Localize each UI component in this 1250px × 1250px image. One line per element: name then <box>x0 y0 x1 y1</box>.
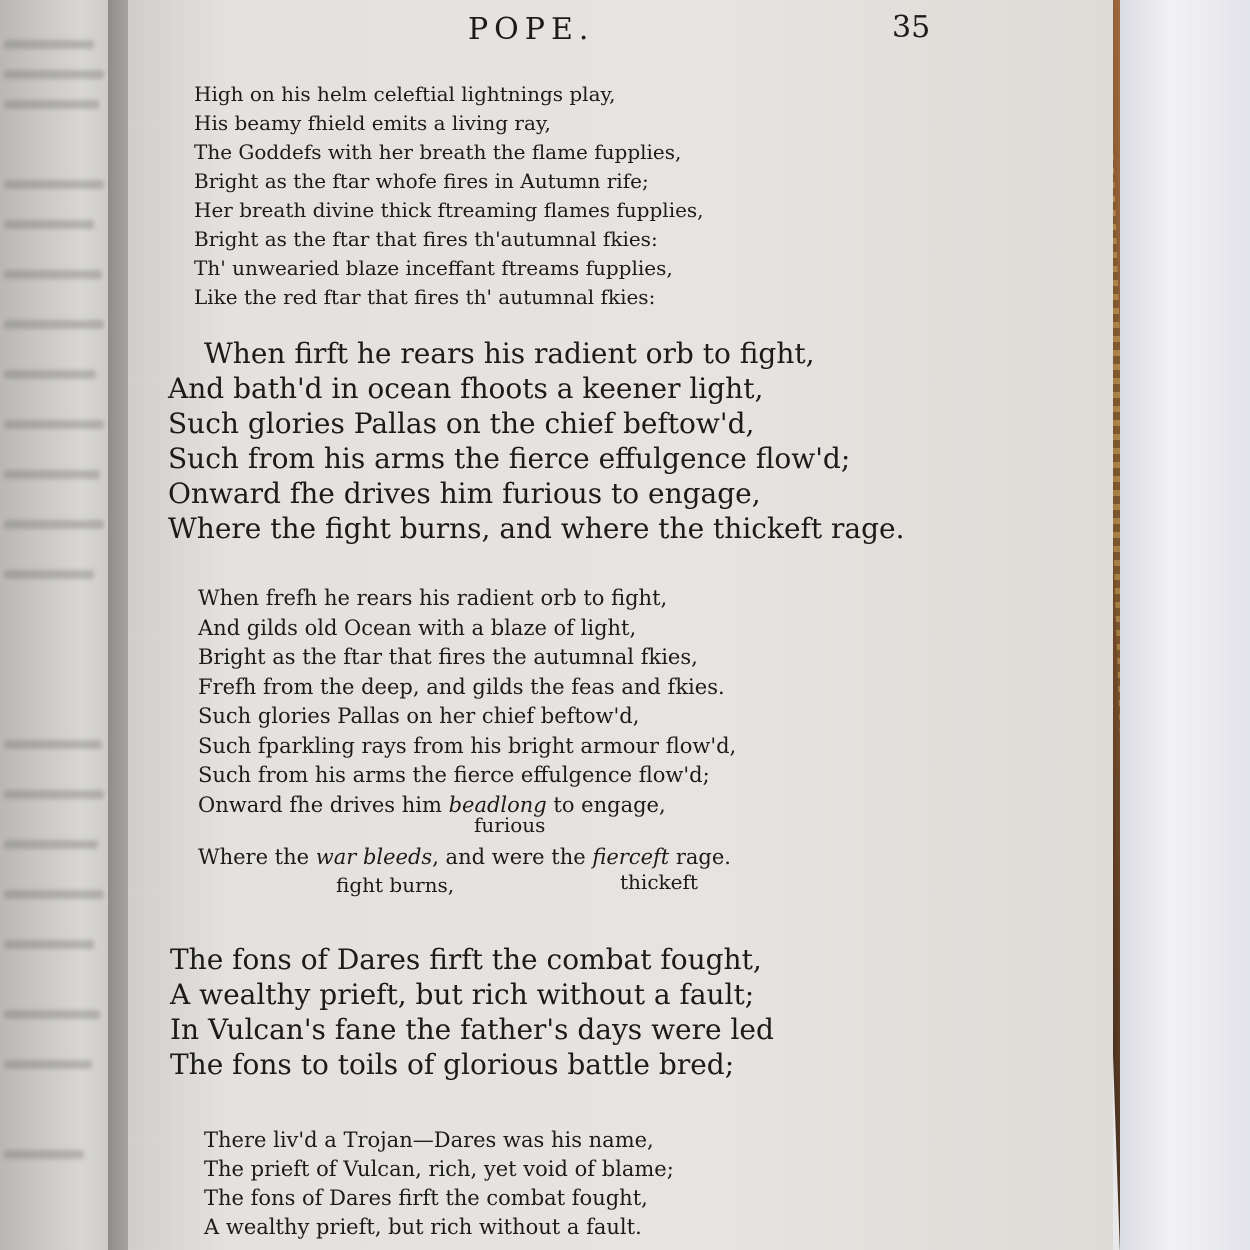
verse-line: Bright as the ftar whofe fires in Autumn rife; <box>194 169 649 193</box>
interlinear-variant: furious <box>474 813 546 837</box>
verse-line: His beamy fhield emits a living ray, <box>194 111 551 135</box>
verse-line: Such fparkling rays from his bright armour flow'd, <box>198 733 737 758</box>
verse-line: And gilds old Ocean with a blaze of light, <box>198 615 637 640</box>
verse-line: And bath'd in ocean fhoots a keener light, <box>168 372 764 405</box>
running-header: POPE. <box>468 12 595 47</box>
verse-line: When firft he rears his radient orb to fight, <box>204 337 815 370</box>
text-segment: Onward fhe drives him <box>198 792 449 817</box>
verse-line: Such from his arms the fierce effulgence flow'd; <box>198 763 710 787</box>
verse-line: Where the fight burns, and where the thickeft rage. <box>168 512 905 545</box>
verse-line: In Vulcan's fane the father's days were led <box>170 1013 774 1046</box>
verse-line: Such glories Pallas on the chief beftow'd, <box>168 407 755 440</box>
italic-word: fierceft <box>592 845 670 869</box>
page-number: 35 <box>892 10 931 45</box>
verse-line: When frefh he rears his radient orb to fight, <box>198 586 668 610</box>
book-page <box>128 0 1113 1250</box>
verse-block-4 <box>170 942 774 1082</box>
verse-line: Onward fhe drives him furious to engage, <box>168 477 761 510</box>
verse-block-5 <box>204 1126 674 1242</box>
verse-line-where <box>198 843 731 873</box>
verse-line: Such from his arms the fierce effulgence flow'd; <box>168 442 851 475</box>
verse-block-3 <box>198 584 736 820</box>
text-segment: , and were the <box>432 845 593 869</box>
interlinear-variant: fight burns, <box>336 873 455 897</box>
verse-line: There liv'd a Trojan—Dares was his name, <box>204 1128 654 1152</box>
italic-word: beadlong <box>448 792 547 817</box>
verse-line: The fons of Dares firft the combat fought, <box>204 1186 648 1210</box>
verse-block-2 <box>168 336 905 546</box>
verse-line: Frefh from the deep, and gilds the feas and fkies. <box>198 674 725 699</box>
verse-line-onward <box>198 791 736 821</box>
verse-line: Such glories Pallas on her chief beftow'd, <box>198 704 640 728</box>
verse-line: Bright as the ftar that fires th'autumnal fkies: <box>194 227 658 251</box>
verse-block-3-end <box>198 843 731 873</box>
text-segment: rage. <box>669 845 731 869</box>
interlinear-variant: thickeft <box>620 870 698 894</box>
verse-line: The prieft of Vulcan, rich, yet void of blame; <box>204 1157 674 1181</box>
verse-line: The Goddefs with her breath the flame fupplies, <box>194 140 682 164</box>
verse-line: Her breath divine thick ftreaming flames fupplies, <box>194 198 704 222</box>
verse-line: A wealthy prieft, but rich without a fault; <box>170 978 755 1011</box>
background-cloth <box>1120 0 1250 1250</box>
text-segment: Where the <box>198 845 316 869</box>
verse-block-1 <box>194 80 704 312</box>
verse-line: The fons to toils of glorious battle bred; <box>170 1048 735 1081</box>
text-segment: to engage, <box>546 792 666 817</box>
verse-line: Th' unwearied blaze inceffant ftreams fupplies, <box>194 256 673 280</box>
verse-line: Like the red ftar that fires th' autumnal fkies: <box>194 285 656 309</box>
verse-line: High on his helm celeftial lightnings play, <box>194 82 616 106</box>
verse-line: The fons of Dares firft the combat fought, <box>170 943 762 976</box>
italic-word: war bleeds <box>315 845 433 869</box>
verse-line: A wealthy prieft, but rich without a fault. <box>204 1215 642 1239</box>
verse-line: Bright as the ftar that fires the autumnal fkies, <box>198 645 698 669</box>
